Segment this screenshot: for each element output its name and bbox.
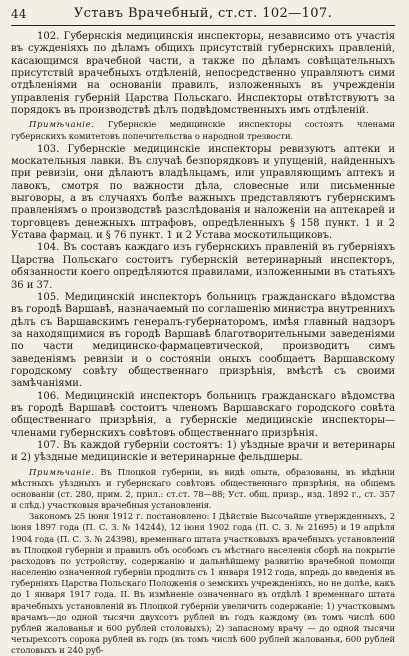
article-number: 104.: [37, 242, 60, 254]
page-header: [11, 3, 395, 26]
law-1912-note: [11, 511, 395, 656]
note-text: Закономъ 25 іюня 1912 г. постановлено: I Дѣйствіе Высочайше утвержденныхъ, 2 іюня 1897 года (П. С. З. № 14244), 12 іюня 1902 года (П. С. З. № 21695) и 19 апрѣля 1904 года (П. С. З. № 24398), временнаго штата участковыхъ врачебныхъ установленій въ Плоцкой губерніи и правилъ объ особомъ съ мѣстнаго населенія сборѣ на покрытіе расходовъ по устройству, содержанію и дальнѣйшему развитію врачебной помощи населенію означенной губерніи продлить съ 1 января 1912 года, впредь до введенія въ губерніяхъ Царства Польскаго Положенія о земскихъ учрежденіяхъ, но не долѣе, какъ до 1 января 1917 года. II. Въ измѣненіе означеннаго въ отдѣлѣ I временнаго штата врачебныхъ установленій въ Плоцкой губерніи увеличить содержаніе: 1) участковымъ врачамъ—до одной тысячи двухсотъ рублей въ годъ каждому (въ томъ числѣ 600 рублей жалованья и 600 рублей столовыхъ); 2) запасному врачу — до одной тысячи четырехсотъ сорока рублей въ годъ (въ томъ числѣ 600 рублей жалованья, 600 рублей столовыхъ и 240 руб-: [11, 511, 395, 656]
note-text: Въ Плоцкой губерніи, въ видѣ опыта, образованы, въ вѣдѣніи мѣстныхъ уѣздныхъ и губернскаго совѣтовъ общественнаго призрѣнія, на общемъ основаніи (ст. 280, прим. 2, прил.: ст.ст. 78—88; Уст. общ. призр., изд. 1892 г., ст. 357 и слѣд.) участковыя врачебныя установленія.: [11, 466, 396, 511]
article-number: 105.: [37, 291, 60, 303]
note-text: Губернскіе медицинскіе инспекторы состоятъ членами губернскихъ комитетовъ попечительства о народной трезвости.: [11, 119, 395, 141]
article-text: Медицинскій инспекторъ больницъ гражданскаго вѣдомства въ городѣ Варшавѣ состоитъ членомъ Варшавскаго городского совѣта общественнаго призрѣнія, а губернскіе медицинскіе инспекторы—членами губернскихъ совѣтовъ общественнаго призрѣнія.: [11, 390, 395, 439]
article-text: Въ каждой губерніи состоятъ: 1) уѣздные врачи и ветеринары и 2) уѣздные медицинскіе и ветеринарные фельдшеры.: [11, 439, 395, 464]
running-title: Уставъ Врачебный, ст.ст. 102—107.: [73, 6, 333, 21]
page-number: 44: [11, 7, 27, 21]
article-106: [11, 391, 395, 440]
note-label: Примѣчаніе.: [29, 119, 95, 130]
note-label: Примѣчаніе.: [29, 466, 95, 477]
article-number: 103.: [37, 143, 60, 155]
article-105: [11, 292, 395, 391]
note-107: [11, 467, 395, 512]
article-text: Въ составъ каждаго изъ губернскихъ правленій въ губерніяхъ Царства Польскаго состоитъ губернскій ветеринарный инспекторъ, обязанности коего опредѣляются правилами, изложенными въ статьяхъ 36 и 37.: [11, 242, 395, 291]
article-103: [11, 144, 395, 243]
article-text: Губернскіе медицинскіе инспекторы ревизуютъ аптеки и москательныя лавки. Въ случаѣ безпорядковъ и упущеній, найденныхъ при ревизіи, они дѣлаютъ владѣльцамъ, или управляющимъ аптекъ и лавокъ, смотря по важности дѣла, словесные или письменные выговоры, а въ случаяхъ болѣе важныхъ представляютъ губернскимъ правленіямъ о производствѣ разслѣдованія и наложеніи на аптекарей и торговцевъ денежныхъ штрафовъ, опредѣленныхъ § 158 пункт. 1 и 2 Устава фармац. и § 76 пункт. 1 и 2 Устава москотильщиковъ.: [11, 143, 395, 242]
article-text: Губернскія медицинскія инспекторы, независимо отъ участія въ сужденіяхъ по дѣламъ общихъ присутствій губернскихъ правленій, касающимся врачебной части, а также по дѣламъ совѣщательныхъ присутствій врачебныхъ отдѣленій, непосредственно управляютъ сими отдѣленіями на основаніи правилъ, изложенныхъ въ учрежденіи управленія губерній Царства Польскаго. Инспекторы отвѣтствуютъ за порядокъ въ производствѣ дѣлъ подвѣдомственныхъ имъ отдѣленій.: [11, 31, 395, 117]
article-text: Медицинскій инспекторъ больницъ гражданскаго вѣдомства въ городѣ Варшавѣ, назначаемый по соглашенію министра внутреннихъ дѣлъ съ Варшавскимъ генералъ-губернаторомъ, имѣя главный надзоръ за находящимися въ городѣ Варшавѣ благотворительными заведеніями по части медицинско-фармацевтической, производитъ симъ заведеніямъ ревизіи и о состояніи оныхъ сообщаетъ Варшавскому городскому совѣту общественнаго призрѣнія, вмѣстѣ съ своими замѣчаніями.: [11, 291, 395, 390]
article-number: 107.: [37, 439, 60, 451]
article-number: 106.: [37, 390, 60, 402]
article-number: 102.: [37, 31, 60, 42]
article-102: [11, 31, 395, 117]
note-102: [11, 119, 395, 141]
page-body: [11, 31, 395, 656]
article-107: [11, 440, 395, 465]
article-104: [11, 242, 395, 291]
